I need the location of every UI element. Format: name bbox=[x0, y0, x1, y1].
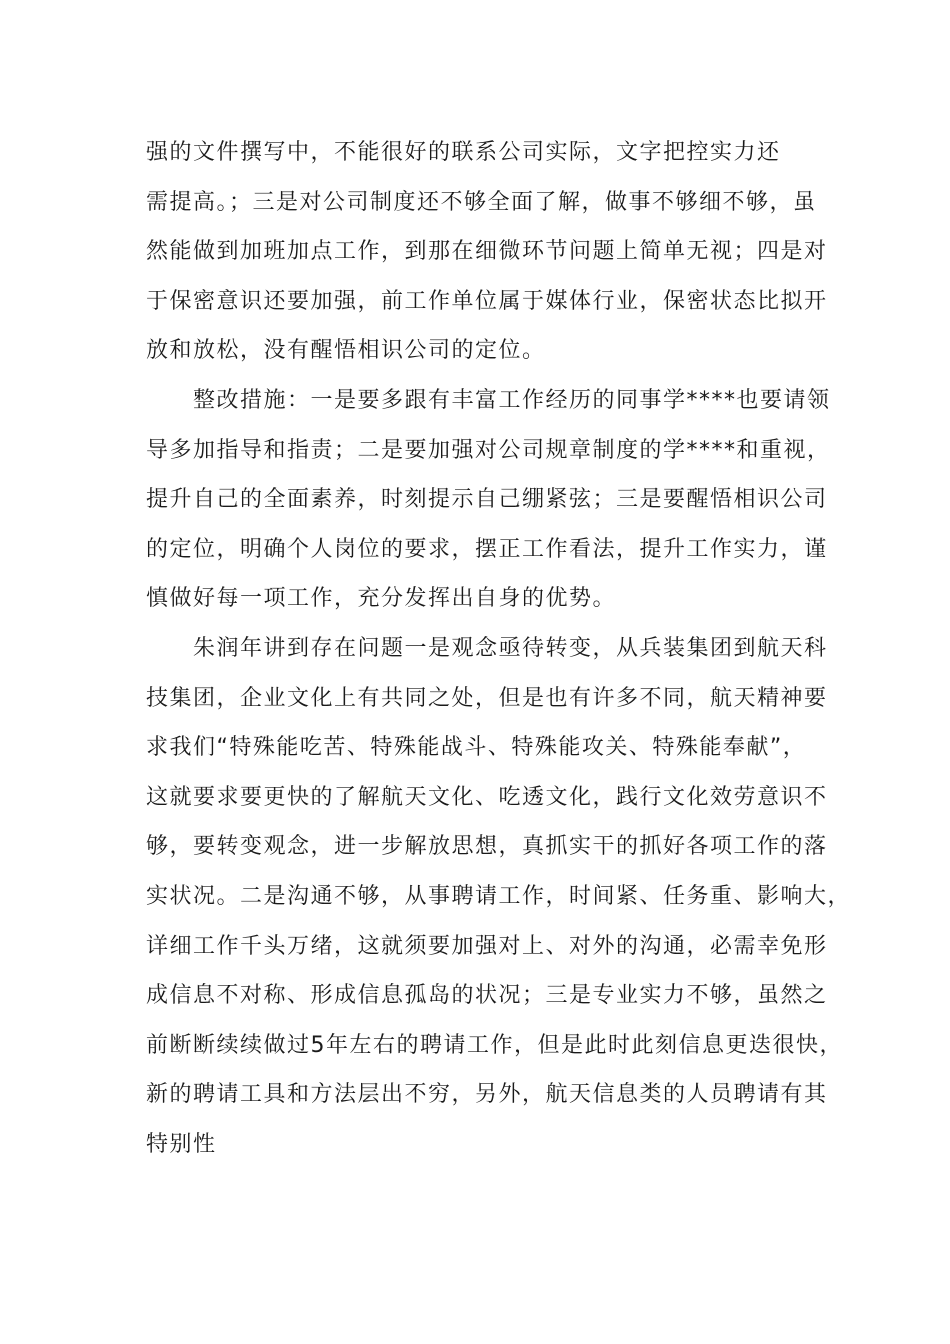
paragraph-3-line-3: 求我们“特殊能吃苦、特殊能战斗、特殊能攻关、特殊能奉献”， bbox=[146, 735, 807, 761]
paragraph-2-line-5: 慎做好每一项工作，充分发挥出自身的优势。 bbox=[146, 586, 617, 612]
paragraph-2-line-4: 的定位，明确个人岗位的要求，摆正工作看法，提升工作实力，谨 bbox=[146, 536, 828, 562]
paragraph-3-line-6: 实状况。二是沟通不够，从事聘请工作，时间紧、任务重、影响大， bbox=[146, 883, 852, 909]
paragraph-1-line-3: 然能做到加班加点工作，到那在细微环节问题上简单无视；四是对 bbox=[146, 239, 828, 265]
paragraph-2-line-1: 整改措施：一是要多跟有丰富工作经历的同事学****也要请领 bbox=[193, 387, 831, 413]
paragraph-3-line-9: 前断断续续做过5年左右的聘请工作，但是此时此刻信息更迭很快， bbox=[146, 1032, 843, 1058]
paragraph-3-line-2: 技集团，企业文化上有共同之处，但是也有许多不同，航天精神要 bbox=[146, 685, 828, 711]
paragraph-2-line-3: 提升自己的全面素养，时刻提示自己绷紧弦；三是要醒悟相识公司 bbox=[146, 487, 828, 513]
paragraph-1-line-2: 需提高。；三是对公司制度还不够全面了解，做事不够细不够，虽 bbox=[146, 189, 817, 215]
paragraph-3-line-10: 新的聘请工具和方法层出不穷，另外，航天信息类的人员聘请有其 bbox=[146, 1082, 828, 1108]
paragraph-3-line-8: 成信息不对称、形成信息孤岛的状况；三是专业实力不够，虽然之 bbox=[146, 983, 828, 1009]
document-body bbox=[146, 128, 852, 1169]
paragraph-1-line-4: 于保密意识还要加强，前工作单位属于媒体行业，保密状态比拟开 bbox=[146, 288, 828, 314]
paragraph-2-line-2: 导多加指导和指责；二是要加强对公司规章制度的学****和重视， bbox=[146, 437, 831, 463]
paragraph-1-line-5: 放和放松，没有醒悟相识公司的定位。 bbox=[146, 338, 546, 364]
paragraph-3-line-4: 这就要求要更快的了解航天文化、吃透文化，践行文化效劳意识不 bbox=[146, 784, 828, 810]
paragraph-3-line-5: 够，要转变观念，进一步解放思想，真抓实干的抓好各项工作的落 bbox=[146, 834, 828, 860]
paragraph-3-line-7: 详细工作千头万绪，这就须要加强对上、对外的沟通，必需幸免形 bbox=[146, 933, 828, 959]
paragraph-1-line-1: 强的文件撰写中，不能很好的联系公司实际，文字把控实力还 bbox=[146, 140, 781, 165]
paragraph-3-line-1: 朱润年讲到存在问题一是观念亟待转变，从兵装集团到航天科 bbox=[193, 635, 828, 661]
paragraph-3-line-11: 特别性 bbox=[146, 1131, 217, 1157]
